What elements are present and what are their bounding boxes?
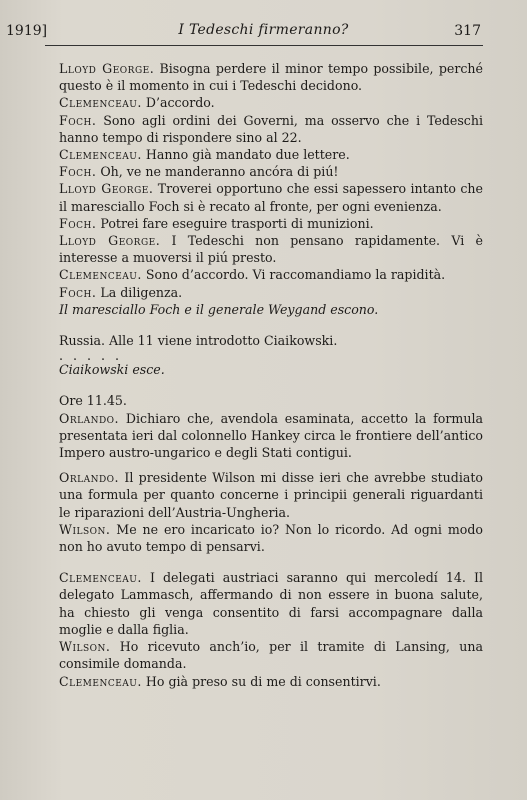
- dialogue-line: [59, 569, 483, 638]
- speech-text: Ho già preso su di me di consentirvi.: [141, 673, 381, 689]
- speaker-name: Orlando.: [59, 470, 120, 486]
- speaker-name: Lloyd George.: [59, 61, 155, 76]
- running-header: [0, 19, 527, 41]
- header-rule: [45, 45, 483, 46]
- speech-text: Il presidente Wilson mi disse ieri che avrebbe studiato una formula per quanto concerne i principii generali riguardanti le riparazioni dell’Austria-Ungheria.: [59, 470, 483, 520]
- dialogue-line: [59, 638, 483, 672]
- dialogue-line: [59, 266, 483, 283]
- speaker-name: Orlando.: [59, 410, 120, 426]
- spacer: [59, 318, 483, 332]
- speaker-name: Lloyd George.: [59, 181, 154, 197]
- speaker-name: Lloyd George.: [59, 233, 161, 249]
- dialogue-line: [59, 163, 483, 180]
- speaker-name: Wilson.: [59, 521, 111, 537]
- speech-text: Dichiaro che, avendola esaminata, accetto la formula presentata ieri dal colonnello Hankey circa le frontiere dell’antico Impero austro-ungarico e degli Stati contigui.: [59, 410, 483, 461]
- dialogue-line: [59, 410, 483, 462]
- speech-text: Sono d’accordo. Vi raccomandiamo la rapidità.: [141, 267, 446, 283]
- speech-text: Bisogna perdere il minor tempo possibile, perché questo è il momento in cui i Tedeschi decidono.: [59, 61, 483, 94]
- spacer: [59, 555, 483, 569]
- speech-text: Troverei opportuno che essi sapessero intanto che il maresciallo Foch si è recato al fronte, per ogni evenienza.: [59, 181, 483, 214]
- speech-text: Potrei fare eseguire trasporti di munizioni.: [96, 215, 374, 231]
- speaker-name: Wilson.: [59, 639, 111, 655]
- dialogue-line: [59, 673, 483, 690]
- ellipsis: . . . . .: [59, 348, 123, 364]
- speaker-name: Clemenceau.: [59, 95, 142, 111]
- time-marker: Ore 11.45.: [59, 393, 127, 409]
- page-number: 317: [454, 23, 481, 39]
- speaker-name: Foch.: [59, 284, 97, 300]
- speaker-name: Clemenceau.: [59, 673, 142, 689]
- dialogue-line: [59, 146, 483, 163]
- body-text: [59, 60, 483, 690]
- dialogue-line: [59, 232, 483, 266]
- speaker-name: Clemenceau.: [59, 147, 142, 163]
- russia-line: Russia. Alle 11 viene introdotto Ciaikowski.: [59, 333, 338, 349]
- speech-text: I Tedeschi non pensano rapidamente. Vi è interesse a muoversi il piú presto.: [59, 233, 483, 266]
- speech-text: D’accordo.: [141, 95, 215, 111]
- header-title: I Tedeschi firmeranno?: [178, 22, 349, 38]
- speaker-name: Foch.: [59, 112, 97, 128]
- speaker-name: Clemenceau.: [59, 267, 142, 283]
- dialogue-line: [59, 469, 483, 521]
- speech-text: Hanno già mandato due lettere.: [141, 147, 350, 163]
- spacer: [59, 378, 483, 392]
- speech-text: I delegati austriaci saranno qui mercoledí 14. Il delegato Lammasch, affermando di non essere in buona salute, ha chiesto gli venga consentito di farsi accompagnare dalla moglie e dalla figlia.: [59, 570, 483, 637]
- speaker-name: Foch.: [59, 215, 97, 231]
- speech-text: Sono agli ordini dei Governi, ma osservo che i Tedeschi hanno tempo di rispondere sino al 22.: [59, 112, 483, 145]
- dialogue-line: [59, 180, 483, 214]
- speaker-name: Foch.: [59, 164, 97, 180]
- stage-direction: Ciaikowski esce.: [59, 362, 165, 378]
- stage-direction: Il maresciallo Foch e il generale Weygand escono.: [59, 301, 379, 317]
- dialogue-line: [59, 112, 483, 146]
- speech-text: La diligenza.: [96, 284, 183, 300]
- header-year: 1919]: [6, 23, 48, 39]
- speech-text: Oh, ve ne manderanno ancóra di piú!: [96, 164, 339, 180]
- speech-text: Ho ricevuto anch’io, per il tramite di Lansing, una consimile domanda.: [59, 639, 483, 672]
- spacer: [59, 461, 483, 469]
- dialogue-line: [59, 215, 483, 232]
- speech-text: Me ne ero incaricato io? Non lo ricordo. Ad ogni modo non ho avuto tempo di pensarvi.: [59, 521, 483, 555]
- dialogue-line: [59, 94, 483, 111]
- dialogue-line: [59, 521, 483, 555]
- dialogue-line: [59, 60, 483, 94]
- speaker-name: Clemenceau.: [59, 570, 142, 586]
- dialogue-line: [59, 284, 483, 301]
